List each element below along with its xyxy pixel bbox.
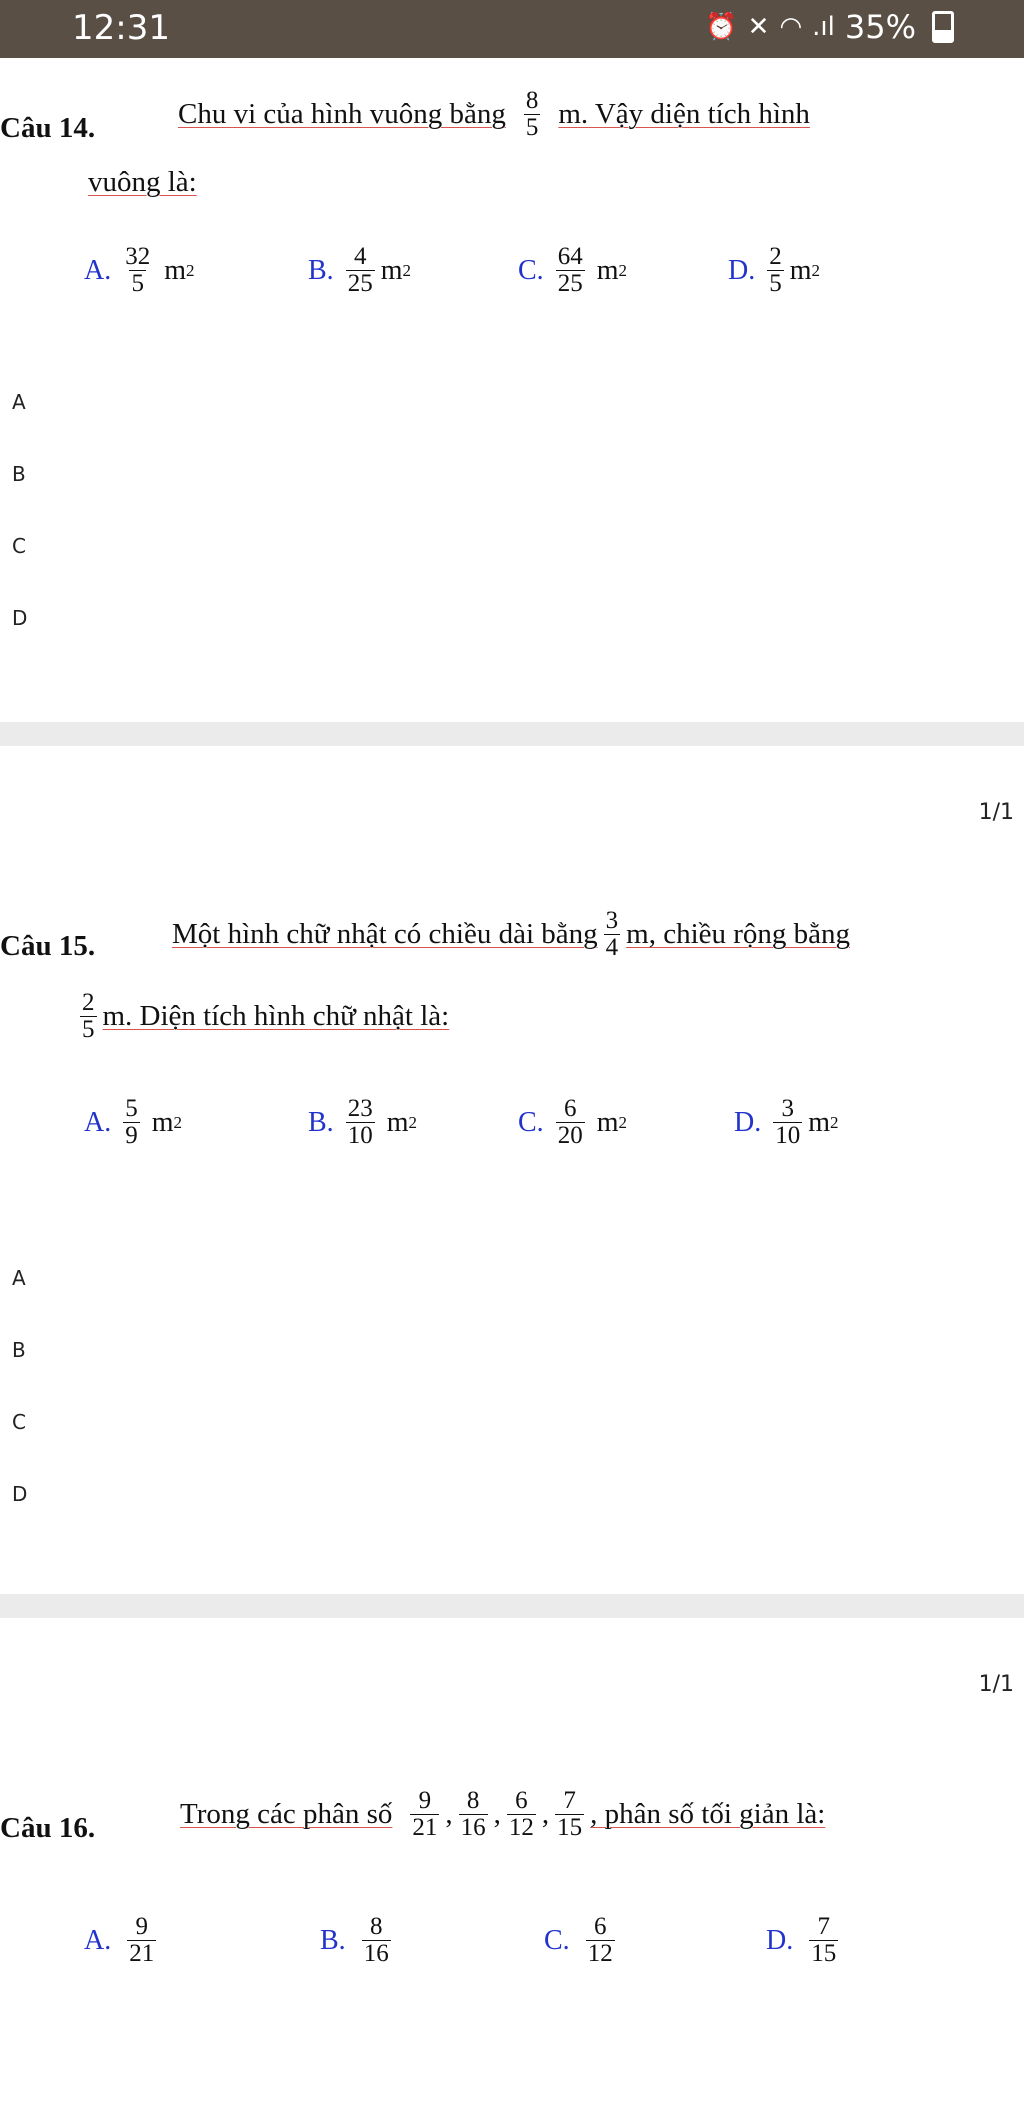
clock: 12:31 (72, 8, 170, 48)
status-bar (0, 0, 1024, 58)
option-c: C. $\frac{64}{25}$ m 2 (518, 243, 627, 298)
question-text-part: Chu vi của hình vuông bằng (178, 98, 506, 131)
status-icons (705, 8, 954, 46)
fraction: $\frac{8}{16}$ (460, 1787, 486, 1842)
battery-percent: 35% (844, 8, 916, 46)
answer-choice-a[interactable]: A (12, 1266, 26, 1290)
page-counter: 1/1 (978, 800, 1014, 825)
option-a: A. $\frac{9}{21}$ (84, 1913, 155, 1968)
answer-choice-d[interactable]: D (12, 1482, 28, 1506)
question-number: Câu 15. (0, 930, 96, 962)
fraction: $\frac{6}{12}$ (508, 1787, 534, 1842)
question-text-part: , phân số tối giản là: (590, 1798, 826, 1831)
question-text-part: Trong các phân số (180, 1798, 393, 1831)
question-text-part: m. Diện tích hình chữ nhật là: (102, 1000, 450, 1033)
signal-icon: .ıl (812, 12, 835, 42)
alarm-icon: ⏰ (705, 12, 738, 42)
question-text (178, 88, 810, 142)
fraction: $\frac{8}{5}$ (525, 87, 539, 142)
option-b: B. $\frac{8}{16}$ (320, 1913, 389, 1968)
option-b: B. $\frac{23}{10}$ m 2 (308, 1095, 417, 1150)
option-c: C. $\frac{6}{20}$ m 2 (518, 1095, 627, 1150)
question-text: Trong các phân số $\frac{9}{21}$ , $\frac{8}{16}$ , $\frac{6}{12}$ , $\frac{7}{15}$ , phân số tối giản là: (180, 1787, 826, 1842)
question-text (172, 908, 850, 962)
question-text-cont: vuông là: (88, 166, 197, 198)
option-d: D. $\frac{3}{10}$ m 2 (734, 1095, 839, 1150)
fraction: $\frac{9}{21}$ (412, 1787, 438, 1842)
answer-choice-b[interactable]: B (12, 462, 26, 486)
option-d: D. $\frac{2}{5}$ m 2 (728, 243, 821, 298)
answer-choice-b[interactable]: B (12, 1338, 26, 1362)
answer-choice-c[interactable]: C (12, 1410, 26, 1434)
wifi-icon: ◠ (779, 12, 803, 42)
answer-choice-c[interactable]: C (12, 534, 26, 558)
question-number: Câu 14. (0, 112, 96, 144)
option-a: A. $\frac{32}{5}$ m 2 (84, 243, 195, 298)
mute-icon: ✕ (747, 12, 770, 42)
option-b: B. $\frac{4}{25}$ m 2 (308, 243, 411, 298)
question-text-part: Một hình chữ nhật có chiều dài bằng (172, 918, 598, 951)
section-divider (0, 1594, 1024, 1618)
fraction: $\frac{3}{4}$ (605, 907, 619, 962)
question-text-cont (80, 990, 449, 1044)
section-divider (0, 722, 1024, 746)
question-number: Câu 16. (0, 1812, 96, 1844)
option-d: D. $\frac{7}{15}$ (766, 1913, 837, 1968)
fraction: $\frac{2}{5}$ (82, 989, 95, 1044)
question-text-part: m. Vậy diện tích hình (558, 98, 810, 131)
fraction: $\frac{7}{15}$ (557, 1787, 583, 1842)
option-a: A. $\frac{5}{9}$ m 2 (84, 1095, 183, 1150)
question-text-part: m, chiều rộng bằng (626, 918, 851, 951)
answer-choice-a[interactable]: A (12, 390, 26, 414)
answer-choice-d[interactable]: D (12, 606, 28, 630)
battery-icon (932, 11, 954, 43)
page-counter: 1/1 (978, 1672, 1014, 1697)
option-c: C. $\frac{6}{12}$ (544, 1913, 613, 1968)
